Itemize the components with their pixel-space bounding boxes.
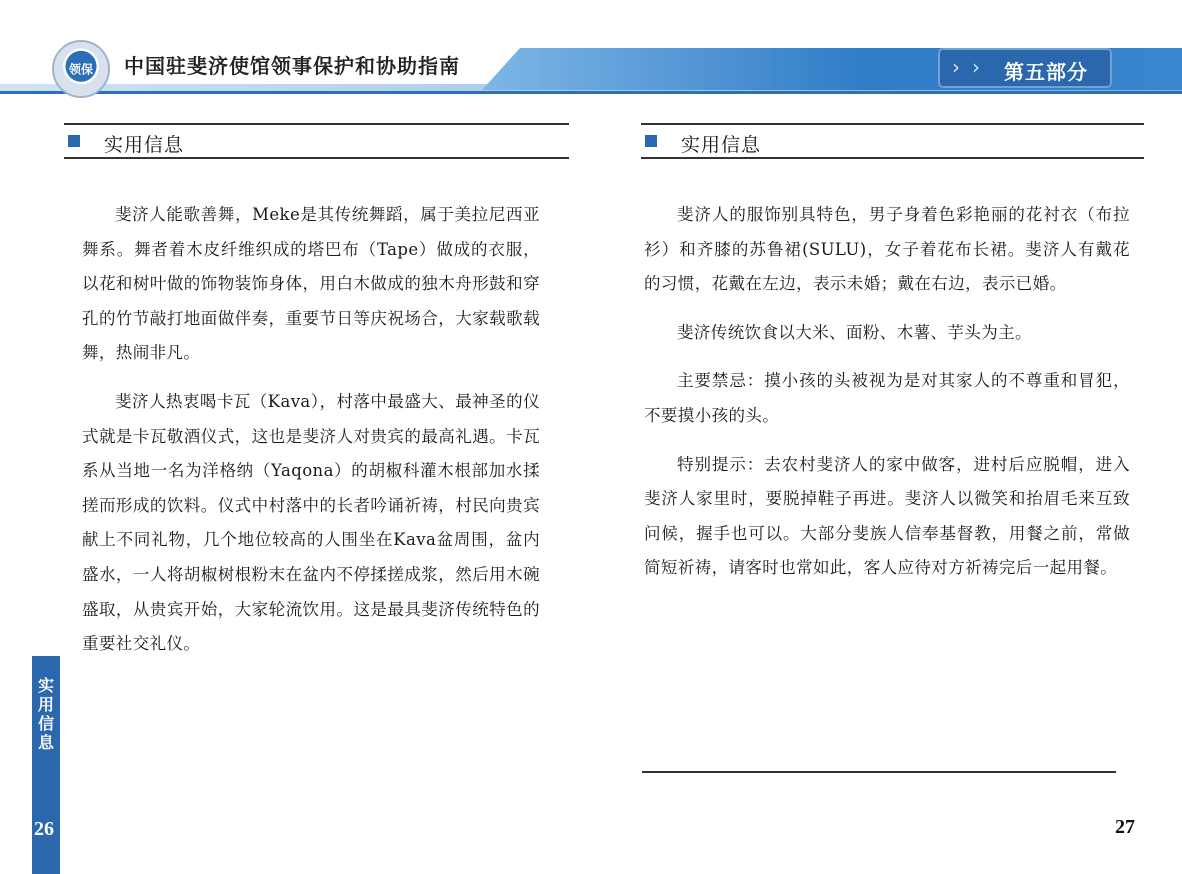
side-tab-label: 实 用 信 息	[37, 676, 54, 752]
right-heading-text: 实用信息	[681, 134, 762, 156]
right-body	[644, 198, 1130, 586]
side-section-tab	[32, 656, 60, 874]
emblem-glyph: 领保	[68, 62, 94, 77]
square-bullet-icon	[645, 135, 657, 147]
section-label: 第五部分	[1004, 60, 1088, 84]
chevron-right-icon: ›	[972, 55, 980, 79]
left-paragraph-1: 斐济人能歌善舞，Meke是其传统舞蹈，属于美拉尼西亚舞系。舞者着木皮纤维织成的塔巴布（Tape）做成的衣服，以花和树叶做的饰物装饰身体，用白木做成的独木舟形鼓和穿孔的竹节敲打地面做伴奏，重要节日等庆祝场合，大家载歌载舞，热闹非凡。	[82, 205, 540, 363]
page-number-right: 27	[1115, 816, 1135, 838]
consular-emblem	[52, 40, 110, 98]
chevron-right-icon: ›	[952, 55, 960, 79]
right-paragraph-1: 斐济人的服饰别具特色，男子身着色彩艳丽的花衬衣（布拉衫）和齐膝的苏鲁裙(SULU)，女子着花布长裙。斐济人有戴花的习惯，花戴在左边，表示未婚；戴在右边，表示已婚。	[644, 205, 1130, 294]
square-bullet-icon	[68, 135, 80, 147]
right-paragraph-2: 斐济传统饮食以大米、面粉、木薯、芋头为主。	[677, 322, 1032, 342]
document-title: 中国驻斐济使馆领事保护和协助指南	[124, 54, 460, 78]
right-section-heading	[641, 123, 1144, 159]
footer-divider	[642, 771, 1116, 773]
right-paragraph-3: 主要禁忌：摸小孩的头被视为是对其家人的不尊重和冒犯，不要摸小孩的头。	[644, 371, 1130, 425]
page-number-left: 26	[34, 818, 54, 840]
left-heading-text: 实用信息	[104, 134, 185, 156]
section-tab	[938, 48, 1112, 88]
right-paragraph-4: 特别提示：去农村斐济人的家中做客，进村后应脱帽，进入斐济人家里时，要脱掉鞋子再进。斐济人以微笑和抬眉毛来互致问候，握手也可以。大部分斐族人信奉基督教，用餐之前，常做简短祈祷，请客时也常如此，客人应待对方祈祷完后一起用餐。	[644, 454, 1130, 578]
left-section-heading	[64, 123, 569, 159]
left-paragraph-2: 斐济人热衷喝卡瓦（Kava），村落中最盛大、最神圣的仪式就是卡瓦敬酒仪式，这也是斐济人对贵宾的最高礼遇。卡瓦系从当地一名为洋格纳（Yaqona）的胡椒科灌木根部加水揉搓而形成的饮料。仪式中村落中的长者吟诵祈祷，村民向贵宾献上不同礼物，几个地位较高的人围坐在Kava盆周围，盆内盛水，一人将胡椒树根粉末在盆内不停揉搓成浆，然后用木碗盛取，从贵宾开始，大家轮流饮用。这是最具斐济传统特色的重要社交礼仪。	[82, 391, 540, 654]
page-header	[0, 0, 1182, 100]
left-body	[82, 198, 540, 662]
